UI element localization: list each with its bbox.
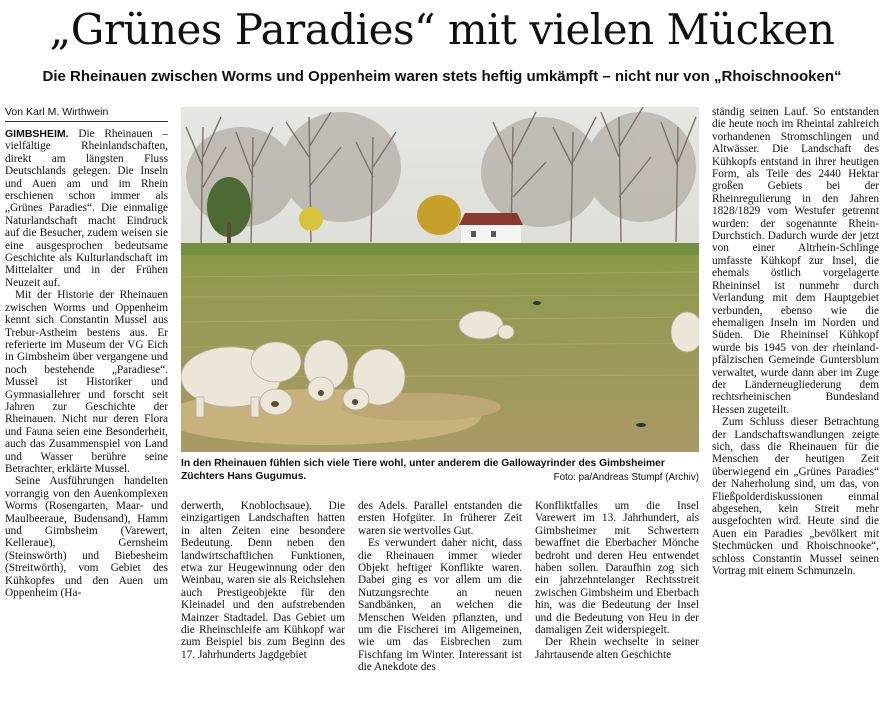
paragraph: Der Rhein wechselte in seiner Jahrtausende alten Geschichte [535, 636, 699, 661]
article-column-4 [535, 500, 699, 703]
paragraph: Mit der Historie der Rheinauen zwischen Worms und Oppenheim kennt sich Constantin Mussel aus Trebur-Astheim bestens aus. Er referierte im Museum der VG Eich in Gimbsheim über vergangene und noch bestehende „Paradiese“. Mussel ist Historiker und Gymnasiallehrer und forscht seit Jahren zur Geschichte der Rheinauen. Nicht nur deren Flora und Fauna seien eine Besonderheit, auch das Zusammenspiel von Land und Wasser berühre seine Betrachter, erklärte Mussel. [5, 289, 168, 475]
article-column-5 [712, 106, 879, 703]
dateline: GIMBSHEIM. [5, 128, 69, 140]
article-column-3 [358, 500, 522, 703]
photo-caption: In den Rheinauen fühlen sich viele Tiere wohl, unter anderem die Gallowayrinder des Gimbsheimer Züchters Hans Gugumus. [181, 458, 665, 482]
headline: „Grünes Paradies“ mit vielen Mücken [49, 5, 835, 54]
subheadline: Die Rheinauen zwischen Worms und Oppenheim waren stets heftig umkämpft – nicht nur von „Rhoischnooken“ [42, 68, 842, 85]
paragraph: Es verwundert daher nicht, dass die Rheinauen immer wieder Objekt heftiger Konflikte waren. Dabei ging es vor allem um die Nutzungsrechte an neuen Sandbänken, an welchen die Menschen Weiden pflanzten, und um die Fischerei im Allgemeinen, wie um das Eisbrechen zum Fischfang im Winter. Interessant ist die Anekdote des [358, 537, 522, 674]
photo-credit: Foto: pa/Andreas Stumpf (Archiv) [553, 472, 699, 483]
paragraph: GIMBSHEIM. Die Rheinauen – vielfältige Rheinlandschaften, direkt am längsten Fluss Deutschlands gelegen. Die Inseln und Auen am und im Rhein erschienen schon immer als „Grünes Paradies“. Die einmalige Naturlandschaft macht Eindruck auf die Besucher, zudem weisen sie eine ausgesprochen bedeutsame Geschichte als Kulturlandschaft im Mittelalter und in der Frühen Neuzeit auf. [5, 128, 168, 289]
paragraph: derwerth, Knoblochsaue). Die einzigartigen Landschaften hatten in alten Zeiten eine besondere Bedeutung. Denn neben den landwirtschaftlichen Funktionen, etwa zur Heugewinnung oder den Weinbau, waren sie als Reichslehen auch Prestigeobjekte für den Kleinadel und den aufstrebenden Mainzer Stadtadel. Das Gebiet um die Rheinschleife am Kühkopf war zum Beispiel bis zum Beginn des 17. Jahrhunderts Jagdgebiet [181, 500, 345, 661]
article-column-2 [181, 500, 345, 703]
byline: Von Karl M. Wirthwein [5, 106, 168, 122]
paragraph: des Adels. Parallel entstanden die ersten Hofgüter. In früherer Zeit waren sie wertvolles Gut. [358, 500, 522, 537]
paragraph: ständig seinen Lauf. So entstanden die heute noch im Rheintal zahlreich vorhandenen Stromschlingen und Altwässer. Die Landschaft des Kühkopfs entstand in ihrer heutigen Form, als Teile des 2440 Hektar großen Gebiets bei der Rheinregulierung in den Jahren 1828/1829 vom Westufer getrennt wurden: der sogenannte Rhein-Durchstich. Dadurch wurde der jetzt von einer Altrhein-Schlinge umfasste Kühkopf zur Insel, die ehemals östlich vorgelagerte Rheininsel ist nunmehr durch Verlandung mit dem Hauptgebiet verbunden, ebenso wie die ehemaligen Inseln im Norden und Süden. Die Rheininsel Kühkopf wurde bis 1945 von der rheinland-pfälzischen Gemeinde Guntersblum verwaltet, wurde dann aber im Zuge der Länderneugliederung dem rechtsrheinischen Bundesland Hessen zugeteilt. [712, 106, 879, 416]
paragraph: Seine Ausführungen handelten vorrangig von den Auenkomplexen Worms (Rosengarten, Maar- und Maulbeeraue, Budensand), Hamm und Gimbsheim (Varewert, Kelleraue), Gernsheim (Steinswörth) und Biebesheim (Streitwörth), vom Gebiet des Kühkopfes und den Auen um Oppenheim (Ha- [5, 475, 168, 600]
article-column-1 [5, 128, 168, 703]
article-photo [181, 107, 699, 452]
paragraph: Zum Schluss dieser Betrachtung der Landschaftswandlungen zeigte sich, dass die Rheinauen für die Menschen der heutigen Zeit überwiegend ein „Grünes Paradies“ der Naherholung sind, um das, von Fließpolderdiskussionen einmal abgesehen, kein Streit mehr ausgefochten wird. Heute sind die Auen ein Paradies „bevölkert mit Stechmücken und Rhoischnooke“, schloss Constantin Mussel seinen Vortrag mit einem Schmunzeln. [712, 416, 879, 578]
paragraph: Konfliktfalles um die Insel Varewert im 13. Jahrhundert, als Gimbsheimer mit Schwertern bewaffnet die Eberbacher Mönche bedroht und deren Heu entwendet haben sollen. Daraufhin zog sich ein jahrzehntelanger Rechtsstreit zwischen Gimbsheim und Eberbach hin, was die Bedeutung der Insel und die Bedeutung von Heu in der damaligen Zeit widerspiegelt. [535, 500, 699, 637]
